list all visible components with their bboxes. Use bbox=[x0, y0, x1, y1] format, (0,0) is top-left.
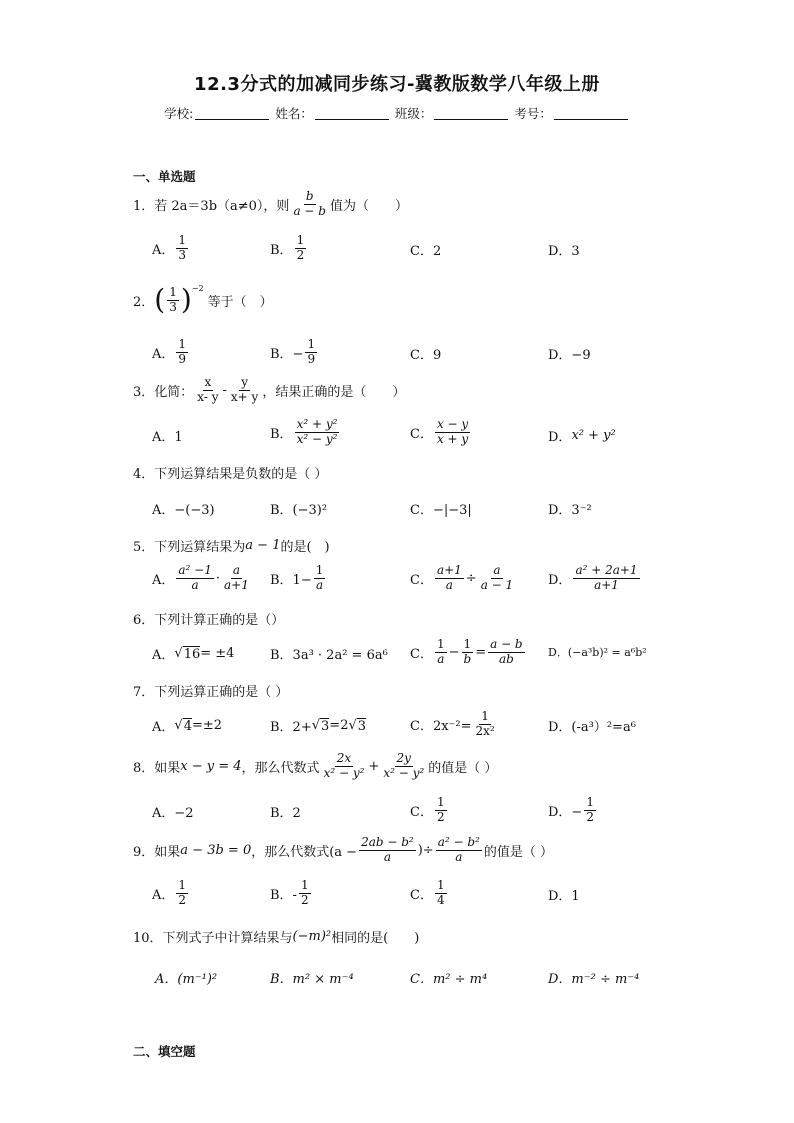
q5-a-f1-den: a bbox=[191, 577, 199, 592]
q3-option-c[interactable] bbox=[410, 418, 472, 447]
q3-frac-2 bbox=[229, 376, 260, 405]
q9-c-den: 4 bbox=[436, 892, 445, 907]
q6-option-a[interactable] bbox=[152, 644, 234, 663]
q2-base-num: 1 bbox=[169, 285, 177, 299]
q2-left-paren: ( bbox=[154, 283, 166, 317]
class-blank[interactable] bbox=[434, 107, 508, 120]
q6-a-label: A． bbox=[152, 648, 175, 663]
q5-a-f1-num: a² −1 bbox=[178, 563, 212, 577]
q9-prefix: 9．如果 bbox=[133, 844, 181, 860]
q9-frac-2 bbox=[436, 836, 482, 865]
q1-option-b[interactable] bbox=[270, 234, 308, 263]
q8-condition: x − y = 4 bbox=[180, 758, 242, 774]
q8-f1-den: x² − y² bbox=[323, 765, 365, 780]
q9-a-num: 1 bbox=[178, 878, 187, 892]
q6-c-f1-den: a bbox=[437, 651, 445, 666]
q5-a-frac-2 bbox=[222, 564, 251, 593]
class-label: 班级： bbox=[394, 106, 433, 121]
q5-b-frac bbox=[314, 564, 326, 593]
q6-option-d[interactable]: D．(−a³b)² = a⁶b² bbox=[548, 646, 647, 659]
q9-b-num: 1 bbox=[300, 878, 309, 892]
q8-c-label: C． bbox=[410, 804, 433, 820]
q2-a-den: 9 bbox=[178, 351, 187, 366]
q6-c-frac-3 bbox=[488, 638, 525, 667]
q8-frac-1 bbox=[322, 752, 367, 781]
q4-option-c[interactable]: C．−|−3| bbox=[410, 503, 472, 518]
q5-d-frac bbox=[573, 564, 639, 593]
q8-d-num: 1 bbox=[586, 795, 594, 809]
q8-frac-2 bbox=[381, 752, 426, 781]
section-single-choice: 一、单选题 bbox=[133, 169, 196, 184]
q5-b-label: B．1− bbox=[270, 572, 312, 588]
q3-f1-den: x- y bbox=[197, 389, 219, 404]
name-blank[interactable] bbox=[315, 107, 389, 120]
q3-c-label: C． bbox=[410, 426, 433, 442]
q3-f1-num: x bbox=[204, 375, 212, 389]
q3-c-frac bbox=[435, 418, 470, 447]
q6-c-label: C． bbox=[410, 646, 433, 662]
q7-c-frac bbox=[474, 710, 497, 739]
q7-option-a[interactable] bbox=[152, 716, 222, 735]
q7-a-rest: =±2 bbox=[191, 718, 223, 733]
q3-b-den: x² − y² bbox=[296, 431, 338, 446]
q2-a-label: A． bbox=[152, 346, 175, 362]
q8-d-den: 2 bbox=[586, 809, 594, 824]
q7-a-label: A． bbox=[152, 720, 175, 735]
q5-d-num: a² + 2a+1 bbox=[575, 563, 638, 577]
q9-suffix: 的值是（ ） bbox=[483, 844, 553, 860]
q1-a-num: 1 bbox=[178, 233, 187, 247]
q1-b-num: 1 bbox=[296, 233, 305, 247]
q2-option-a[interactable] bbox=[152, 338, 190, 367]
question-1 bbox=[133, 190, 408, 219]
q3-b-num: x² + y² bbox=[296, 417, 338, 431]
q8-d-label: D．− bbox=[548, 804, 583, 820]
q4-option-b[interactable]: B．(−3)² bbox=[270, 503, 328, 518]
q5-c-label: C． bbox=[410, 572, 433, 588]
q8-option-b[interactable]: B．2 bbox=[270, 806, 301, 821]
q3-d-expr: x² + y² bbox=[571, 428, 616, 443]
q5-a-frac-1 bbox=[176, 564, 213, 593]
question-4: 4．下列运算结果是负数的是（ ） bbox=[133, 467, 328, 482]
question-10 bbox=[133, 927, 419, 946]
q1-a-den: 3 bbox=[178, 247, 187, 262]
q2-base-frac bbox=[167, 286, 179, 315]
q2-exponent: −2 bbox=[191, 284, 204, 293]
question-8 bbox=[133, 752, 497, 781]
q9-frac-1 bbox=[359, 836, 416, 865]
q3-prefix: 3．化简： bbox=[133, 384, 194, 400]
q5-option-b[interactable] bbox=[270, 564, 327, 593]
q4-option-d[interactable]: D．3⁻² bbox=[548, 503, 592, 518]
q8-option-d[interactable] bbox=[548, 796, 598, 825]
q8-prefix: 8．如果 bbox=[133, 760, 181, 776]
q9-mid2: )÷ bbox=[417, 842, 434, 858]
q6-option-b[interactable]: B．3a³ · 2a² = 6a⁶ bbox=[270, 648, 388, 663]
q8-c-frac bbox=[435, 796, 447, 825]
q9-option-a[interactable] bbox=[152, 879, 190, 908]
q1-fraction bbox=[291, 190, 328, 219]
q7-c-num: 1 bbox=[481, 709, 489, 723]
q10-option-d[interactable]: D．m⁻² ÷ m⁻⁴ bbox=[548, 972, 640, 987]
q2-b-label: B．− bbox=[270, 346, 304, 362]
q3-f2-num: y bbox=[241, 375, 248, 389]
q7-option-d[interactable]: D．(-a³）²=a⁶ bbox=[548, 720, 636, 735]
q3-c-num: x − y bbox=[436, 417, 469, 431]
q8-option-a[interactable]: A．−2 bbox=[152, 806, 194, 821]
q2-b-num: 1 bbox=[307, 337, 316, 351]
q2-right-paren: ) bbox=[180, 283, 192, 317]
q5-b-num: 1 bbox=[315, 563, 324, 577]
q2-a-frac bbox=[176, 338, 188, 367]
sqrt-icon: √ bbox=[311, 718, 321, 733]
section-fill-blank: 二、填空题 bbox=[133, 1044, 196, 1059]
q7-option-b[interactable] bbox=[270, 716, 366, 735]
q7-a-radicand: 4 bbox=[183, 718, 192, 734]
q2-suffix: 等于（ ） bbox=[207, 294, 273, 310]
q10-prefix: 10．下列式子中计算结果与 bbox=[133, 931, 293, 946]
q8-d-frac bbox=[584, 796, 596, 825]
q7-b-radicand-2: 3 bbox=[357, 718, 367, 734]
q6-option-c[interactable] bbox=[410, 638, 527, 667]
q10-suffix: 相同的是( ) bbox=[331, 931, 420, 946]
q9-a-den: 2 bbox=[178, 892, 187, 907]
q2-option-b[interactable] bbox=[270, 338, 319, 367]
q9-c-frac bbox=[435, 879, 447, 908]
q6-c-eq: = bbox=[475, 644, 487, 660]
q3-option-a[interactable]: A．1 bbox=[152, 430, 183, 445]
q6-c-f2-den: b bbox=[463, 651, 472, 666]
q3-d-label: D． bbox=[548, 430, 572, 445]
q3-suffix: ，结果正确的是（ ） bbox=[262, 384, 406, 400]
q7-option-c[interactable] bbox=[410, 710, 499, 739]
q5-option-d[interactable] bbox=[548, 564, 642, 593]
q9-b-frac bbox=[299, 879, 311, 908]
q1-prefix: 1．若 2a＝3b（a≠0），则 bbox=[133, 198, 290, 214]
q6-c-f1-num: 1 bbox=[436, 637, 445, 651]
q9-b-label: B．- bbox=[270, 887, 297, 903]
q3-f2-den: x+ y bbox=[230, 389, 259, 404]
q5-a-f2-den: a+1 bbox=[224, 577, 249, 592]
q1-a-frac bbox=[176, 234, 188, 263]
q5-c-f2-num: a bbox=[493, 563, 501, 577]
q10-option-b[interactable]: B．m² × m⁻⁴ bbox=[270, 972, 354, 987]
q9-option-b[interactable] bbox=[270, 879, 313, 908]
question-5 bbox=[133, 536, 330, 555]
q8-plus: + bbox=[368, 758, 380, 774]
q2-option-d[interactable]: D．−9 bbox=[548, 348, 591, 363]
q9-f1-den: a bbox=[383, 849, 391, 864]
q4-option-a[interactable]: A．−(−3) bbox=[152, 503, 215, 518]
q1-num: b bbox=[305, 189, 314, 203]
q8-f2-num: 2y bbox=[396, 751, 411, 765]
q9-mid: ，那么代数式(a − bbox=[251, 844, 358, 860]
q6-a-rest: = ±4 bbox=[200, 646, 235, 661]
q6-c-frac-1 bbox=[435, 638, 447, 667]
q8-mid: ，那么代数式 bbox=[241, 760, 320, 776]
q1-b-den: 2 bbox=[296, 247, 305, 262]
q5-c-f1-num: a+1 bbox=[436, 563, 462, 577]
q2-b-frac bbox=[305, 338, 317, 367]
sqrt-icon: √ bbox=[174, 646, 183, 661]
q3-minus: - bbox=[222, 382, 227, 398]
q3-frac-1 bbox=[195, 376, 220, 405]
q5-d-den: a+1 bbox=[594, 577, 619, 592]
q2-prefix: 2． bbox=[133, 294, 155, 310]
q5-a-label: A． bbox=[152, 572, 175, 588]
q1-option-a[interactable] bbox=[152, 234, 190, 263]
question-9 bbox=[133, 836, 553, 865]
q3-c-den: x + y bbox=[436, 431, 469, 446]
q9-f2-num: a² − b² bbox=[437, 835, 480, 849]
q9-option-d[interactable]: D．1 bbox=[548, 889, 580, 904]
school-label: 学校: bbox=[164, 106, 194, 121]
q1-option-d[interactable]: D．3 bbox=[548, 244, 580, 259]
q6-a-radicand: 16 bbox=[183, 646, 201, 662]
q6-c-f3-den: ab bbox=[498, 651, 514, 666]
q2-b-den: 9 bbox=[307, 351, 316, 366]
number-blank[interactable] bbox=[554, 107, 628, 120]
q10-option-a[interactable]: A．(m⁻¹)² bbox=[155, 972, 218, 987]
question-7: 7．下列运算正确的是（ ） bbox=[133, 685, 289, 700]
q7-c-den: 2x² bbox=[475, 723, 495, 738]
q5-c-f1-den: a bbox=[445, 577, 453, 592]
q9-a-label: A． bbox=[152, 887, 175, 903]
q1-option-c[interactable]: C．2 bbox=[410, 244, 442, 259]
q5-option-c[interactable] bbox=[410, 564, 517, 593]
name-label: 姓名： bbox=[275, 106, 313, 121]
q9-option-c[interactable] bbox=[410, 879, 449, 908]
q8-option-c[interactable] bbox=[410, 796, 449, 825]
q1-b-label: B． bbox=[270, 242, 293, 258]
q2-a-num: 1 bbox=[178, 337, 187, 351]
question-2 bbox=[133, 283, 273, 317]
q1-a-label: A． bbox=[152, 242, 175, 258]
q5-a-f2-num: a bbox=[232, 563, 240, 577]
q5-c-f2-den: a − 1 bbox=[480, 577, 514, 592]
q3-option-d[interactable] bbox=[548, 426, 616, 445]
q8-c-den: 2 bbox=[436, 809, 445, 824]
q6-c-minus: − bbox=[448, 644, 460, 660]
q5-b-den: a bbox=[315, 577, 324, 592]
q5-c-op: ÷ bbox=[465, 570, 477, 586]
q5-c-frac-1 bbox=[435, 564, 464, 593]
q6-c-f3-num: a − b bbox=[490, 637, 523, 651]
q3-b-label: B． bbox=[270, 426, 293, 442]
q3-option-b[interactable] bbox=[270, 418, 341, 447]
q7-b-label: B．2+ bbox=[270, 720, 312, 735]
q10-expr: (−m)² bbox=[292, 929, 332, 944]
q5-d-label: D． bbox=[548, 572, 572, 588]
q8-f1-num: 2x bbox=[336, 751, 352, 765]
sqrt-icon: √ bbox=[174, 718, 183, 733]
q5-c-frac-2 bbox=[479, 564, 515, 593]
q5-prefix: 5．下列运算结果为 bbox=[133, 540, 246, 555]
q5-a-op: · bbox=[215, 570, 220, 586]
question-6: 6．下列计算正确的是（） bbox=[133, 613, 285, 628]
q2-base-den: 3 bbox=[169, 299, 177, 314]
q5-option-a[interactable] bbox=[152, 564, 253, 593]
q1-suffix: 值为（ ） bbox=[329, 198, 408, 214]
q8-f2-den: x² − y² bbox=[383, 765, 425, 780]
q9-c-num: 1 bbox=[436, 878, 445, 892]
question-3 bbox=[133, 376, 405, 405]
q6-c-frac-2 bbox=[462, 638, 474, 667]
q2-option-c[interactable]: C．9 bbox=[410, 348, 442, 363]
q7-c-label: C．2x⁻²= bbox=[410, 718, 472, 734]
q7-b-mid: =2 bbox=[329, 718, 349, 733]
q6-c-f2-num: 1 bbox=[463, 637, 472, 651]
q7-b-radicand: 3 bbox=[321, 718, 330, 734]
worksheet-title: 12.3分式的加减同步练习-冀教版数学八年级上册 bbox=[194, 74, 600, 95]
q9-a-frac bbox=[176, 879, 188, 908]
q9-f2-den: a bbox=[455, 849, 463, 864]
q3-b-frac bbox=[295, 418, 340, 447]
q10-option-c[interactable]: C．m² ÷ m⁴ bbox=[410, 972, 488, 987]
q1-b-frac bbox=[295, 234, 307, 263]
q8-c-num: 1 bbox=[436, 795, 445, 809]
q9-f1-num: 2ab − b² bbox=[361, 835, 414, 849]
sqrt-icon: √ bbox=[348, 718, 357, 733]
number-label: 考号： bbox=[514, 106, 552, 121]
school-blank[interactable] bbox=[195, 107, 269, 120]
q9-b-den: 2 bbox=[300, 892, 309, 907]
student-info-line bbox=[0, 104, 794, 122]
q1-den: a − b bbox=[293, 203, 326, 218]
q9-c-label: C． bbox=[410, 887, 433, 903]
q5-expr: a − 1 bbox=[245, 538, 281, 553]
q8-suffix: 的值是（ ） bbox=[428, 760, 498, 776]
q5-suffix: 的是( ) bbox=[280, 540, 330, 555]
q9-condition: a − 3b = 0 bbox=[180, 842, 252, 858]
